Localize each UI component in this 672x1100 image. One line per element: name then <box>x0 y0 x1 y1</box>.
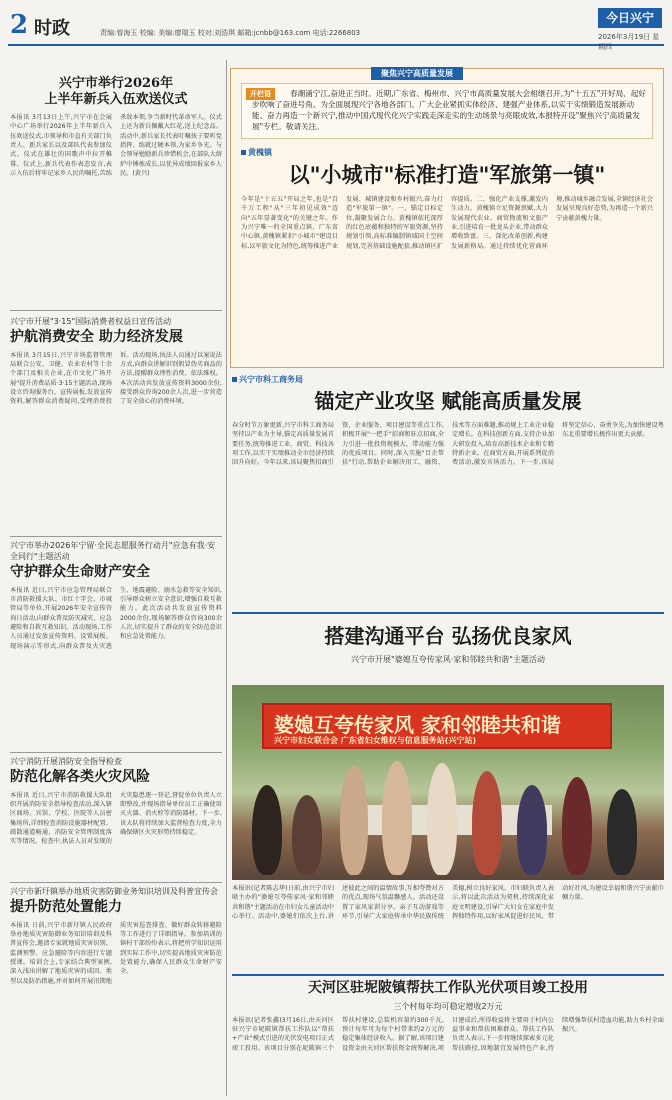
editor-meta: 责编:曾海玉 校编: 美编:廖瑞玉 校对:刘浩琪 邮箱:jcnbb@163.com 电话:2266803 <box>100 29 361 37</box>
article-title: 锚定产业攻坚 赋能高质量发展 <box>314 389 582 413</box>
kicker-text: 黄槐镇 <box>248 148 272 157</box>
section-title: 时政 <box>34 18 70 39</box>
article-subtitle: 兴宁市开展"婆媳互夸传家风·家和邻睦共和谐"主题活动 <box>351 655 545 664</box>
article-kicker: 兴宁市举办2026年宁留·全民志愿服务行动月"应急有我·安全同行"主题活动 <box>10 541 216 561</box>
photo-person <box>607 789 637 875</box>
article-title: 防范化解各类火灾风险 <box>10 769 150 785</box>
column-divider <box>226 60 227 1096</box>
photo-person <box>562 777 592 875</box>
article-title: 护航消费安全 助力经济发展 <box>10 329 183 345</box>
article-kicker <box>232 374 664 385</box>
article-body: 本报讯 3月15日,兴宁市场监督管理局联合公安、卫健、农业农村等十余个部门及相关企业,在市文化广场开展"提升消费品质·3·15主题活动,现场设立咨询服务台、宣传展板,发放宣传资料,解答群众消费疑问,受理消费投诉。活动现场,执法人员通过以案说法方式,向群众讲解识别假冒伪劣商品的方法,提醒群众理性消费、依法维权。本次活动共发放宣传资料3000余份,接受群众咨询200余人次,进一步营造了安全放心的消费环境。 <box>10 351 222 406</box>
intro-text: 春潮涌宁江,奋进正当时。近期,广东省、梅州市、兴宁市高质量发展大会相继召开,为"十五五"开好局、起好步吹响了奋进号角。为全面展现兴宁各地各部门、广大企业紧抓实体经济、建强产业体系,以实干实绩锻造发展新动能、奋力再造一个新兴宁,推动中国式现代化兴宁实践走深走实的生动场景与亮眼成效,本报特开设"聚焦兴宁高质量发展"专栏。敬请关注。 <box>252 89 646 131</box>
photo-person <box>382 761 412 875</box>
article-kicker: 兴宁市新圩镇举办地质灾害防御业务知识培训及科普宣传会 <box>10 887 218 896</box>
banner-sub: 兴宁市妇女联合会 广东省妇女维权与信息服务站(兴宁站) <box>274 736 477 745</box>
article-body: 本报讯(记者张鑫)3月16日,由天河区驻兴宁市坭陂镇帮扶工作队以"帮扶+产业"模式引进的光伏发电项目正式竣工投用。该项目分别在坭陂镇三个帮扶村建设,总装机容量约300千瓦,预计每年可为每个村带来约2万元的稳定集体经济收入。据了解,该项目建设资金由天河区帮扶资金统筹解决,项目建成后,所得收益将主要用于村内公益事业和帮扶困难群众。帮扶工作队负责人表示,下一步将继续探索多元化帮扶路径,因地制宜发展特色产业,持续增强帮扶村造血功能,助力乡村全面振兴。 <box>232 1016 664 1052</box>
feature-article-1 <box>241 147 653 363</box>
issue-date: 2026年3月19日 星期四 <box>598 33 660 51</box>
article-kicker: 兴宁消防开展消防安全指导检查 <box>10 757 122 766</box>
article-title: 守护群众生命财产安全 <box>10 564 150 580</box>
kicker-marker <box>232 377 237 382</box>
divider <box>10 310 222 311</box>
divider <box>232 974 664 976</box>
article-body: 春分时节万象更新,兴宁市科工商务局坚持以产业为主导,锚定高质量发展首要任务,统筹推进工业、商贸、科技各项工作,以实干实绩推动全市经济持续回升向好。今年以来,该局聚焦招商引资、企业服务、项目建设等重点工作,积极开展"一把手"招商和驻点招商,全力引进一批投资规模大、带动能力强的优质项目。同时,深入实施"百企帮扶"行动,帮助企业解决用工、融资、技术等方面难题,推动规上工业企业稳定增长。在科技创新方面,支持企业加大研发投入,培育高新技术企业和专精特新企业。在商贸方面,开展系列促消费活动,激发市场活力。下一步,该局将坚定信心、奋勇争先,为加快建设粤东北重要增长极作出更大贡献。 <box>232 422 664 467</box>
article-family-title <box>232 624 664 682</box>
article-fire-safety <box>10 756 222 878</box>
photo-person <box>252 785 282 875</box>
article-body: 本报讯(记者陈志华)日前,由兴宁市妇联主办的"婆媳互夸传家风·家和邻睦共和谐"主题活动在市妇女儿童活动中心举行。活动中,婆媳们依次上台,讲述彼此之间的温情故事,互相夸赞对方的优点,现场气氛温馨感人。活动还设置了家风家训分享、亲子互动游戏等环节,引导广大家庭传承中华民族传统美德,树立良好家风。市妇联负责人表示,将以此次活动为契机,持续深化家庭文明建设,引导广大妇女在家庭中发挥独特作用,以好家风促进好民风、带动好社风,为建设幸福和谐兴宁贡献巾帼力量。 <box>232 885 664 920</box>
article-geo-hazard <box>10 886 222 1096</box>
feature-box <box>230 68 664 368</box>
divider <box>10 882 222 883</box>
article-title: 以"小城市"标准打造"军旅第一镇" <box>288 162 606 187</box>
event-banner <box>262 703 612 749</box>
column-tag: 聚焦兴宁高质量发展 <box>371 67 463 80</box>
kicker-marker <box>241 150 246 155</box>
article-kicker <box>241 147 653 158</box>
divider <box>10 536 222 537</box>
divider <box>10 752 222 753</box>
article-body: 今年是"十五五"开局之年,也是"百千万工程"从"三年初见成效"迈向"五年显著变化"的关键之年。作为兴宁唯一的全国重点镇、广东省中心镇,黄槐镇紧扣"小城市"建设目标,以军旅文化为特色,统筹推进产业发展、城镇建设和乡村振兴,奋力打造"军旅第一镇"。一、锚定目标定位,凝聚发展合力。黄槐镇依托深厚的红色底蕴和独特的军旅资源,坚持规划引领,高标准编制镇域国土空间规划,完善基础设施配套,推动镇区扩容提质。二、强化产业支撑,激发内生动力。黄槐镇立足资源禀赋,大力发展现代农业、商贸物流和文旅产业,引进培育一批龙头企业,带动群众增收致富。三、深化改革创新,构建发展新格局。通过持续优化营商环境,推动城乡融合发展,全镇经济社会发展呈现良好态势,为再造一个新兴宁贡献黄槐力量。 <box>241 196 653 250</box>
kicker-text: 兴宁市科工商务局 <box>239 375 303 384</box>
article-title-line1: 兴宁市举行2026年 <box>58 76 174 91</box>
banner-main: 婆媳互夸传家风 家和邻睦共和谐 <box>274 713 561 737</box>
photo-person <box>472 771 502 875</box>
article-kicker: 兴宁市开展"3·15"国际消费者权益日宣传活动 <box>10 317 172 326</box>
photo-person <box>292 795 322 875</box>
article-body: 本报讯 近日,兴宁市消防救援大队组织开展消防安全指导检查活动,深入辖区商场、宾馆、学校、医院等人员密集场所,详细检查消防设施器材配置、疏散通道畅通、消防安全管理制度落实等情况。检查中,执法人员对发现的火灾隐患逐一登记,督促单位负责人立即整改,并现场指导单位员工正确使用灭火器、消火栓等消防器材。下一步,该大队将持续加大监督检查力度,全力确保辖区火灾形势持续稳定。 <box>10 791 222 846</box>
article-subtitle: 三个村每年均可稳定增收2万元 <box>393 1001 503 1011</box>
page-header <box>8 6 664 51</box>
article-recruits <box>10 76 222 302</box>
newspaper-logo: 今日兴宁 <box>598 8 662 28</box>
photo-person <box>340 765 368 875</box>
article-body: 本报讯 3月13日上午,兴宁市在会展中心广场举行2026年上半年新兵入伍欢送仪式,市领导和市直有关部门负责人、新兵家长以及部队代表参加仪式。仪式在雄壮的国歌声中拉开帷幕。仪式上,新兵代表作表态发言,表示入伍后将牢记家乡人民的嘱托,苦练杀敌本领,争当新时代革命军人。仪式上还为新兵佩戴大红花,送上纪念品。活动中,新兵家长代表叮嘱孩子要听党指挥、练就过硬本领,为家乡争光。与会领导勉励新兵珍惜机会,在部队大熔炉中锤炼成长,以优异成绩回报家乡人民。(黄兴) <box>10 114 222 177</box>
divider <box>232 612 664 614</box>
article-solar <box>232 980 664 1096</box>
intro-tag: 开栏语 <box>246 88 275 100</box>
article-title: 搭建沟通平台 弘扬优良家风 <box>324 624 572 648</box>
column-intro <box>241 83 653 139</box>
article-family-body <box>232 884 664 970</box>
article-title-line2: 上半年新兵入伍欢送仪式 <box>44 91 188 107</box>
photo-person <box>427 763 457 875</box>
feature-article-2 <box>232 374 664 606</box>
article-safety-week <box>10 540 222 748</box>
article-title: 提升防范处置能力 <box>10 899 122 915</box>
article-body: 本报讯 日前,兴宁市新圩镇人民政府举办地质灾害防御业务知识培训及科普宣传会,邀请专家就地质灾害识别、监测预警、应急避险等内容进行专题授课。培训会上,专家结合典型案例,深入浅出讲解了地质灾害的成因、类型以及防治措施,并对如何开展汛期地质灾害巡查排查、做好群众转移避险等工作进行了详细指导。参加培训的镇村干部纷纷表示,将把所学知识运用到实际工作中,切实提高地质灾害防范处置能力,确保人民群众生命财产安全。 <box>10 921 222 985</box>
article-title: 天河区驻坭陂镇帮扶工作队光伏项目竣工投用 <box>308 980 588 996</box>
article-body: 本报讯 近日,兴宁市应急管理局联合市消防救援大队、市红十字会、市城管局等单位,开展2026年安全宣传咨询日活动,向群众普及防灾减灾、应急避险和自救互救知识。活动现场,工作人员通过发放宣传资料、设置展板、现场演示等形式,向群众普及火灾逃生、地震避险、溺水急救等安全知识,引导群众树立安全意识,增强自救互救能力。此次活动共发放宣传资料2000余份,现场解答群众咨询300余人次,切实提升了群众的安全防范意识和应急处置能力。 <box>10 586 222 650</box>
photo-person <box>517 785 547 875</box>
page-number: 2 <box>10 10 29 40</box>
article-consumer-rights <box>10 316 222 531</box>
event-photo <box>232 685 664 880</box>
